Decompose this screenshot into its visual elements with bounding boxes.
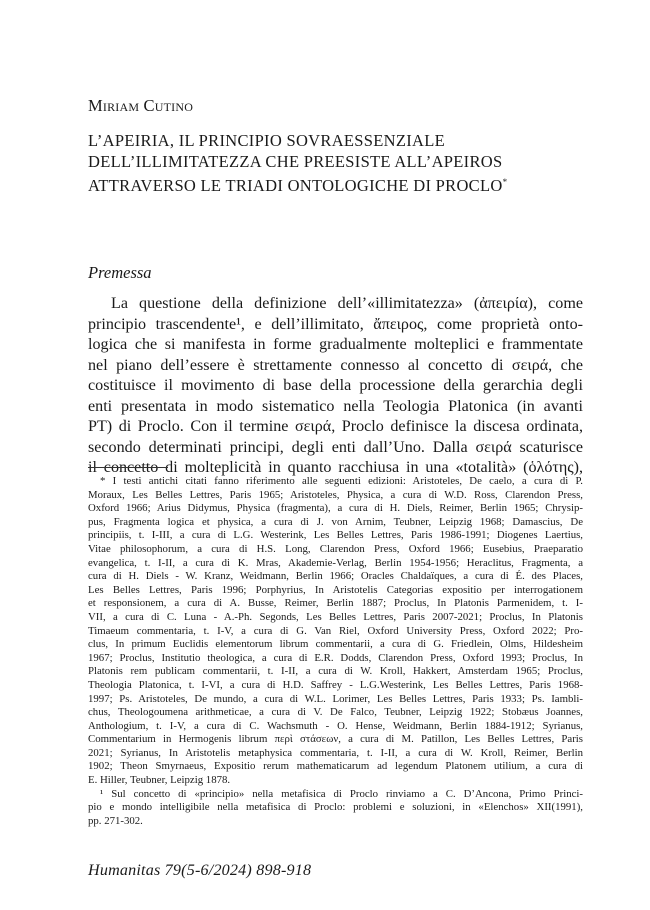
title-line-1: L’APEIRIA, IL PRINCIPIO SOVRAESSENZIALE bbox=[88, 131, 445, 150]
section-heading: Premessa bbox=[88, 263, 152, 282]
footnote-line: pus, Fragmenta logica et physica, a cura di J. von Arnim, Teubner, Leipzig 1968; Damascius, De bbox=[88, 515, 583, 528]
journal-citation: Humanitas 79(5-6/2024) 898-918 bbox=[88, 862, 312, 879]
footnote-line: VII, a cura di C. Luna - A.-Ph. Segonds, Les Belles Lettres, Paris 2007-2021; Proclus, In Platonis bbox=[88, 610, 583, 623]
body-line: La questione della definizione dell’«illimitatezza» (ἀπειρία), come bbox=[111, 295, 583, 312]
footnote-line: Platonis rem publicam commentarii, t. I-II, a cura di W. Kroll, Hakkert, Amsterdam 1965; Proclus, bbox=[88, 665, 583, 678]
footnote-line: ¹ Sul concetto di «principio» nella metafisica di Proclo rinviamo a C. D’Ancona, Primo Princi- bbox=[100, 787, 583, 800]
footnote-line: Anthologium, t. I-V, a cura di C. Wachsmuth - O. Hense, Weidmann, Berlin 1884-1912; Syrianus, bbox=[88, 719, 583, 732]
body-line: PT) di Proclo. Con il termine σειρά, Proclo definisce la discesa ordinata, bbox=[88, 418, 583, 435]
footnote-line: Vitae philosophorum, a cura di H.S. Long, Clarendon Press, Oxford 1966; Eusebius, Praeparatio bbox=[88, 542, 583, 555]
footnote-line: evangelica, t. I-II, a cura di K. Mras, Akademie-Verlag, Berlin 1954-1956; Heraclitus, Fragmenta, a bbox=[88, 556, 583, 569]
footnote-line: pio e mondo intelligibile nella metafisica di Proclo: problemi e soluzioni, in «Elenchos» XII(1991), bbox=[88, 801, 583, 814]
page bbox=[88, 0, 583, 910]
footnotes bbox=[88, 475, 583, 828]
footnote-line: Moraux, Les Belles Lettres, Paris 1965; Aristoteles, Physica, a cura di W.D. Ross, Clarendon Press, bbox=[88, 488, 583, 501]
author-name: Miriam Cutino bbox=[88, 96, 194, 115]
footnote-divider bbox=[88, 467, 168, 468]
body-line: nel piano dell’essere è strettamente connesso al concetto di σειρά, che bbox=[88, 356, 583, 374]
title-footnote-marker: * bbox=[502, 177, 508, 187]
article-title bbox=[88, 130, 583, 196]
footnote-line: 1967; Proclus, Institutio theologica, a cura di E.R. Dodds, Clarendon Press, Oxford 1993; Proclus, In bbox=[88, 651, 583, 664]
footnote-line: pp. 271-302. bbox=[88, 814, 143, 827]
footnote-line: principiis, t. I-III, a cura di L.G. Westerink, Les Belles Lettres, Paris 1986-1991; Diogenes Laertius, bbox=[88, 529, 583, 542]
footnote-line: Oxford 1966; Arius Didymus, Physica (fragmenta), a cura di H. Diels, Reimer, Berlin 1965; Chrysip- bbox=[88, 502, 583, 515]
footnote-line: chus, Theologoumena arithmeticae, a cura di V. De Falco, Teubner, Leipzig 1922; Stobæus Joannes, bbox=[88, 706, 583, 719]
title-line-3 bbox=[88, 172, 583, 196]
footnote-line: cura di H. Diels - W. Kranz, Weidmann, Berlin 1966; Oracles Chaldaïques, a cura di É. des Places, bbox=[88, 570, 583, 583]
footnote-line: * I testi antichi citati fanno riferimento alle seguenti edizioni: Aristoteles, De caelo, a cura di P. bbox=[100, 475, 583, 487]
footnote-line: Timaeum commentaria, t. I-V, a cura di G. Van Riel, Oxford University Press, Oxford 2022; Pro- bbox=[88, 624, 583, 637]
footnote-line: Commentarium in Hermogenis librum περὶ στάσεων, a cura di M. Patillon, Les Belles Lettres, Paris bbox=[88, 733, 583, 746]
title-line-3-text: ATTRAVERSO LE TRIADI ONTOLOGICHE DI PROCLO bbox=[88, 176, 503, 195]
footnote-line: clus, In primum Euclidis elementorum librum commentarii, a cura di G. Friedlein, Olms, Hildesheim bbox=[88, 638, 583, 651]
body-line: il concetto di molteplicità in quanto racchiusa in una «totalità» (ὁλότης), bbox=[88, 459, 583, 476]
body-paragraph bbox=[88, 294, 583, 479]
title-line-2: DELL’ILLIMITATEZZA CHE PREESISTE ALL’APEIROS bbox=[88, 152, 503, 171]
footnote-line: 2021; Syrianus, In Aristotelis metaphysica commentaria, t. I-II, a cura di W. Kroll, Reimer, Berlin bbox=[88, 746, 583, 759]
footnote-line: Les Belles Lettres, Paris 1996; Porphyrius, In Aristotelis Categorias expositio per interrogationem bbox=[88, 583, 583, 596]
footnote-line: 1997; Ps. Aristoteles, De mundo, a cura di W.L. Lorimer, Les Belles Lettres, Paris 1933; Ps. Iambli- bbox=[88, 692, 583, 705]
body-line: principio trascendente¹, e dell’illimitato, ἄπειρος, come proprietà onto- bbox=[88, 315, 583, 333]
body-line: secondo determinati principi, degli enti dall’Uno. Dalla σειρά scaturisce bbox=[88, 438, 583, 456]
body-line: logica che si manifesta in forme gradualmente molteplici e frammentate bbox=[88, 336, 583, 353]
body-line: enti presentata in modo sistematico nella Teologia Platonica (in avanti bbox=[88, 397, 583, 415]
footnote-line: 1902; Theon Smyrnaeus, Expositio rerum mathematicarum ad legendum Platonem utilium, a cura di bbox=[88, 760, 583, 773]
footnote-line: E. Hiller, Teubner, Leipzig 1878. bbox=[88, 774, 231, 787]
footnote-line: et responsionem, a cura di A. Busse, Reimer, Berlin 1887; Proclus, In Platonis Parmenidem, t. I- bbox=[88, 597, 583, 610]
footnote-line: Theologia Platonica, t. I-VI, a cura di H.D. Saffrey - L.G.Westerink, Les Belles Lettres, Paris 1968- bbox=[88, 678, 583, 691]
body-line: costituisce il movimento di base della processione della gerarchia degli bbox=[88, 377, 583, 394]
